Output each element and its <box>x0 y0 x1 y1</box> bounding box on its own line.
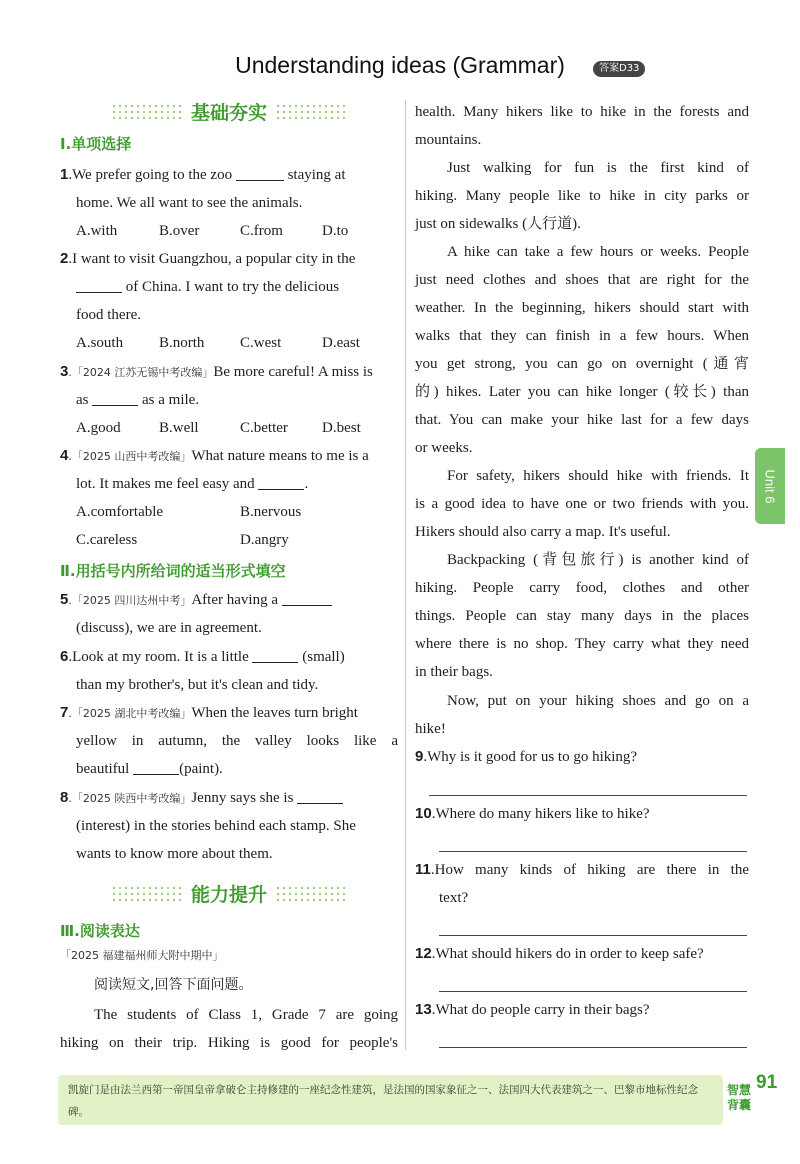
dots-decoration <box>275 103 347 119</box>
answer-blank[interactable] <box>297 788 343 804</box>
part-heading: Ⅱ.用括号内所给词的适当形式填空 <box>60 562 286 580</box>
unit-tab[interactable]: Unit 6 <box>755 448 785 524</box>
option[interactable]: C.careless <box>76 532 138 548</box>
option[interactable]: A.with <box>76 223 118 239</box>
question-6: 6.Look at my room. It is a little (small) <box>60 648 345 665</box>
option[interactable]: B.north <box>159 335 205 351</box>
footer-logo: 智慧背囊 <box>726 1083 751 1112</box>
question-10: 10.Where do many hikers like to hike? <box>415 805 650 822</box>
option[interactable]: B.over <box>159 223 200 239</box>
option[interactable]: D.east <box>322 335 360 351</box>
option[interactable]: C.from <box>240 223 283 239</box>
option[interactable]: B.nervous <box>240 504 302 520</box>
question-text: (interest) in the stories behind each stamp. She <box>76 818 356 834</box>
source-label: 「2025 福建福州师大附中期中」 <box>60 949 224 962</box>
question-4: 4.「2025 山西中考改编」What nature means to me is a <box>60 447 369 464</box>
question-2: 2.I want to visit Guangzhou, a popular city in the <box>60 250 356 267</box>
question-text: (discuss), we are in agreement. <box>76 620 262 636</box>
page-title: Understanding ideas (Grammar) <box>235 52 565 78</box>
page-number: 91 <box>756 1072 778 1093</box>
passage-line: is a good idea to have one or two friends with you. <box>415 496 749 512</box>
answer-blank[interactable] <box>252 647 298 663</box>
answer-line[interactable] <box>439 935 747 936</box>
option[interactable]: B.well <box>159 420 199 436</box>
question-text: as as a mile. <box>76 392 200 408</box>
option[interactable]: C.better <box>240 420 288 436</box>
question-1: 1.We prefer going to the zoo staying at <box>60 166 346 183</box>
passage-line: For safety, hikers should hike with friends. It <box>447 468 749 484</box>
dots-decoration <box>111 103 183 119</box>
answer-blank[interactable] <box>258 474 304 490</box>
section-banner-advanced <box>60 878 398 908</box>
part-heading: Ⅲ.阅读表达 <box>60 922 140 940</box>
passage-line: you get strong, you can go on overnight (通宵 <box>415 356 749 372</box>
passage-line: mountains. <box>415 132 482 148</box>
passage-line: just on sidewalks (人行道). <box>415 216 581 232</box>
question-8: 8.「2025 陕西中考改编」Jenny says she is <box>60 784 343 813</box>
passage-line: where there is no shop. They carry what they need <box>415 636 749 652</box>
passage-line: Just walking for fun is the first kind of <box>447 160 749 176</box>
passage-line: or weeks. <box>415 440 473 456</box>
answer-line[interactable] <box>439 991 747 992</box>
question-text: text? <box>439 890 469 906</box>
passage-line: The students of Class 1, Grade 7 are going <box>94 1007 398 1023</box>
answer-line[interactable] <box>439 1047 747 1048</box>
footer-note <box>58 1075 723 1125</box>
option[interactable]: D.best <box>322 420 361 436</box>
passage-line: hiking. People carry food, clothes and other <box>415 580 749 596</box>
passage-line: hike! <box>415 721 446 737</box>
question-12: 12.What should hikers do in order to keep safe? <box>415 945 704 962</box>
option[interactable]: A.good <box>76 420 121 436</box>
passage-line: Backpacking (背包旅行) is another kind of <box>447 552 749 568</box>
question-text: wants to know more about them. <box>76 846 273 862</box>
answer-blank[interactable] <box>133 759 179 775</box>
question-text: food there. <box>76 307 141 323</box>
passage-line: that. You can make your hike last for a few days <box>415 412 749 428</box>
instruction: 阅读短文,回答下面问题。 <box>94 977 253 993</box>
passage-line: Hikers should also carry a map. It's useful. <box>415 524 671 540</box>
answer-line[interactable] <box>439 851 747 852</box>
option[interactable]: A.comfortable <box>76 504 164 520</box>
answer-line[interactable] <box>429 795 747 796</box>
section-banner-basic <box>60 96 398 126</box>
option[interactable]: C.west <box>240 335 282 351</box>
question-text: than my brother's, but it's clean and tidy. <box>76 677 319 693</box>
question-3: 3.「2024 江苏无锡中考改编」Be more careful! A miss is <box>60 363 373 380</box>
passage-line: walks that they can finish in a few hours. When <box>415 328 749 344</box>
passage-line: hiking on their trip. Hiking is good for people's <box>60 1035 398 1051</box>
passage-line: 的) hikes. Later you can hike longer (较长) than <box>415 384 749 400</box>
question-13: 13.What do people carry in their bags? <box>415 1001 650 1018</box>
question-9: 9.Why is it good for us to go hiking? <box>415 748 638 765</box>
passage-line: things. People can stay many days in the places <box>415 608 749 624</box>
answer-badge: 答案D33 <box>593 61 645 77</box>
question-5: 5.「2025 四川达州中考」After having a <box>60 586 332 615</box>
answer-blank[interactable] <box>282 590 332 606</box>
question-text: yellow in autumn, the valley looks like a <box>76 733 398 749</box>
dots-decoration <box>111 885 183 901</box>
question-text: of China. I want to try the delicious <box>76 273 339 301</box>
answer-blank[interactable] <box>236 165 284 181</box>
passage-line: health. Many hikers like to hike in the forests and <box>415 104 749 120</box>
answer-blank[interactable] <box>92 390 138 406</box>
question-text: beautiful (paint). <box>76 761 223 777</box>
part-heading: Ⅰ.单项选择 <box>60 135 132 153</box>
option[interactable]: D.angry <box>240 532 289 548</box>
question-text: lot. It makes me feel easy and . <box>76 476 309 492</box>
option[interactable]: D.to <box>322 223 349 239</box>
option[interactable]: A.south <box>76 335 124 351</box>
section-title: 能力提升 <box>190 883 267 906</box>
answer-blank[interactable] <box>76 277 122 293</box>
passage-line: in their bags. <box>415 664 493 680</box>
passage-line: Now, put on your hiking shoes and go on a <box>447 693 749 709</box>
column-divider <box>405 100 406 1050</box>
footer-text: 凯旋门是由法兰西第一帝国皇帝拿破仑主持修建的一座纪念性建筑，是法国的国家象征之一、法国四大代表建筑之一、巴黎市地标性纪念碑。 <box>68 1084 698 1118</box>
question-text: home. We all want to see the animals. <box>76 195 303 211</box>
question-7: 7.「2025 湖北中考改编」When the leaves turn bright <box>60 704 358 721</box>
passage-line: weather. In the beginning, hikers should start with <box>415 300 749 316</box>
dots-decoration <box>275 885 347 901</box>
passage-line: hiking. Many people like to hike in city parks or <box>415 188 749 204</box>
section-title: 基础夯实 <box>190 101 267 124</box>
question-11: 11.How many kinds of hiking are there in the <box>415 861 749 878</box>
passage-line: A hike can take a few hours or weeks. People <box>447 244 749 260</box>
passage-line: just need clothes and shoes that are right for the <box>415 272 749 288</box>
